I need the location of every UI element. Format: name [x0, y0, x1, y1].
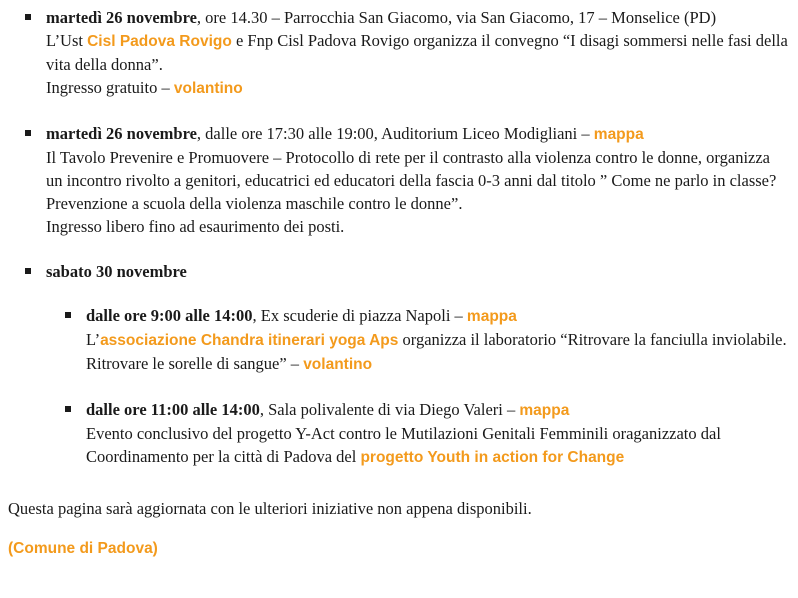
- list-item: [46, 260, 790, 469]
- bullet-icon: [25, 130, 31, 136]
- map-link[interactable]: mappa: [519, 402, 570, 419]
- event-place: , ore 14.30 – Parrocchia San Giacomo, via San Giacomo, 17 – Monselice (PD): [196, 8, 717, 27]
- event-desc: Il Tavolo Prevenire e Promuovere – Protocollo di rete per il contrasto alla violenza contro le donne, organizza un incontro rivolto a genitori, educatrici ed educatori della fascia 0-3 anni dal titolo ” Come ne parlo in classe? Prevenzione a scuola della violenza maschile contro le donne”.: [46, 148, 777, 213]
- map-link[interactable]: mappa: [593, 126, 644, 143]
- event-desc-pre: L’Ust: [46, 31, 88, 50]
- list-item: [46, 6, 790, 100]
- sub-event-list: [46, 304, 790, 469]
- event-entry: Ingresso gratuito –: [46, 78, 174, 97]
- bullet-icon: [65, 312, 71, 318]
- event-desc-pre: Evento conclusivo del progetto Y-Act contro le Mutilazioni Genitali Femminili oraganizzato dal Coordinamento per la città di Padova del: [86, 424, 721, 466]
- source-link[interactable]: (Comune di Padova): [8, 540, 158, 557]
- event-place: , dalle ore 17:30 alle 19:00, Auditorium Liceo Modigliani –: [196, 124, 594, 143]
- event-place: , Ex scuderie di piazza Napoli –: [252, 306, 467, 325]
- event-desc-post: e Fnp Cisl Padova Rovigo organizza il convegno “I disagi sommersi nelle fasi della vita della donna”.: [46, 31, 788, 74]
- org-link[interactable]: associazione Chandra itinerari yoga Aps: [100, 332, 399, 349]
- flyer-link[interactable]: volantino: [173, 80, 243, 97]
- flyer-link[interactable]: volantino: [303, 356, 373, 373]
- event-time: dalle ore 9:00 alle 14:00: [86, 306, 253, 325]
- bullet-icon: [65, 406, 71, 412]
- event-desc-post: organizza il laboratorio “Ritrovare la fanciulla inviolabile. Ritrovare le sorelle di sangue” –: [86, 330, 787, 373]
- map-link[interactable]: mappa: [466, 308, 517, 325]
- list-item: [46, 122, 790, 238]
- event-time: dalle ore 11:00 alle 14:00: [86, 400, 260, 419]
- event-date: sabato 30 novembre: [46, 262, 187, 281]
- event-date: martedì 26 novembre: [46, 124, 197, 143]
- bullet-icon: [25, 268, 31, 274]
- bullet-icon: [25, 14, 31, 20]
- list-item: [86, 398, 790, 469]
- event-desc-pre: L’: [86, 330, 101, 349]
- org-link[interactable]: Cisl Padova Rovigo: [87, 33, 232, 50]
- event-place: , Sala polivalente di via Diego Valeri –: [259, 400, 520, 419]
- event-list: [8, 6, 790, 469]
- event-date: martedì 26 novembre: [46, 8, 197, 27]
- event-entry: Ingresso libero fino ad esaurimento dei posti.: [46, 217, 345, 236]
- footer-note: Questa pagina sarà aggiornata con le ulteriori iniziative non appena disponibili.: [8, 499, 532, 518]
- project-link[interactable]: progetto Youth in action for Change: [360, 449, 625, 466]
- list-item: [86, 304, 790, 376]
